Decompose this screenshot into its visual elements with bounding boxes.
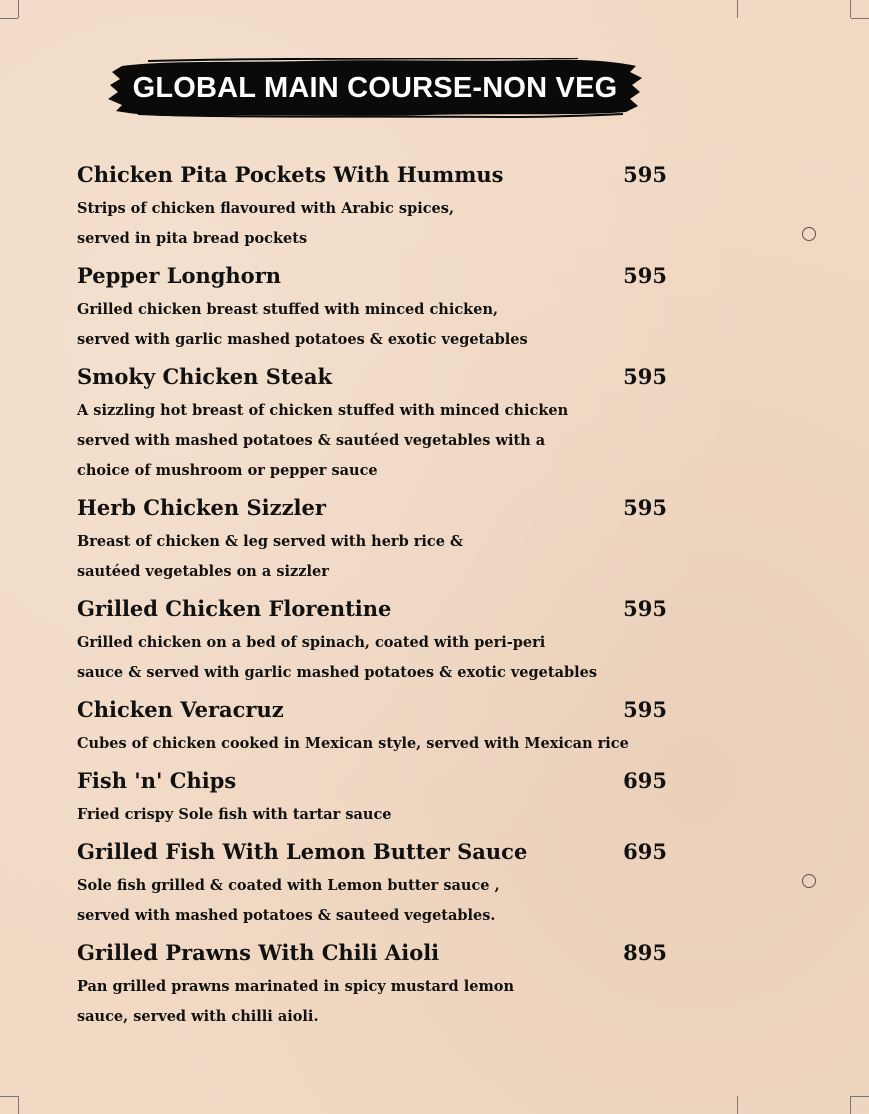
menu-item	[77, 594, 667, 688]
description-line: Cubes of chicken cooked in Mexican style, served with Mexican rice	[77, 735, 629, 752]
dish-description	[77, 729, 667, 759]
menu-item	[77, 362, 667, 486]
description-line: Strips of chicken flavoured with Arabic spices,	[77, 200, 454, 217]
crop-mark	[850, 0, 851, 18]
crop-mark	[18, 0, 19, 18]
dish-name: Grilled Fish With Lemon Butter Sauce	[77, 839, 528, 864]
dish-description	[77, 628, 667, 688]
menu-item	[77, 160, 667, 254]
description-line: choice of mushroom or pepper sauce	[77, 462, 378, 479]
dish-name: Grilled Prawns With Chili Aioli	[77, 940, 440, 965]
crop-mark	[737, 1096, 738, 1114]
description-line: Sole fish grilled & coated with Lemon butter sauce ,	[77, 877, 500, 894]
dish-price: 595	[623, 495, 667, 520]
menu-item-header	[77, 493, 667, 523]
description-line: sauce, served with chilli aioli.	[77, 1008, 319, 1025]
binder-hole	[802, 874, 816, 888]
dish-name: Grilled Chicken Florentine	[77, 596, 392, 621]
dish-name: Chicken Pita Pockets With Hummus	[77, 162, 504, 187]
dish-description	[77, 396, 667, 486]
section-title: GLOBAL MAIN COURSE-NON VEG	[132, 72, 618, 104]
dish-description	[77, 972, 667, 1032]
dish-description	[77, 295, 667, 355]
dish-price: 895	[623, 940, 667, 965]
dish-name: Fish 'n' Chips	[77, 768, 237, 793]
description-line: served in pita bread pockets	[77, 230, 308, 247]
dish-description	[77, 527, 667, 587]
dish-name: Herb Chicken Sizzler	[77, 495, 326, 520]
dish-price: 595	[623, 162, 667, 187]
description-line: Grilled chicken on a bed of spinach, coated with peri-peri	[77, 634, 546, 651]
crop-mark	[0, 1096, 18, 1097]
description-line: served with mashed potatoes & sauteed vegetables.	[77, 907, 496, 924]
dish-description	[77, 194, 667, 254]
dish-price: 595	[623, 263, 667, 288]
menu-item	[77, 938, 667, 1032]
crop-mark	[0, 18, 18, 19]
description-line: A sizzling hot breast of chicken stuffed with minced chicken	[77, 402, 569, 419]
menu-item	[77, 261, 667, 355]
description-line: Pan grilled prawns marinated in spicy mustard lemon	[77, 978, 515, 995]
crop-mark	[851, 1096, 869, 1097]
dish-price: 595	[623, 364, 667, 389]
section-banner	[108, 58, 642, 118]
menu-item-header	[77, 362, 667, 392]
description-line: Fried crispy Sole fish with tartar sauce	[77, 806, 392, 823]
crop-mark	[851, 18, 869, 19]
menu-item-header	[77, 594, 667, 624]
binder-hole	[802, 227, 816, 241]
description-line: served with mashed potatoes & sautéed vegetables with a	[77, 432, 546, 449]
menu-list	[77, 160, 667, 1039]
description-line: served with garlic mashed potatoes & exotic vegetables	[77, 331, 528, 348]
description-line: sautéed vegetables on a sizzler	[77, 563, 329, 580]
menu-item	[77, 493, 667, 587]
description-line: Grilled chicken breast stuffed with minced chicken,	[77, 301, 499, 318]
menu-item-header	[77, 938, 667, 968]
crop-mark	[850, 1096, 851, 1114]
dish-name: Chicken Veracruz	[77, 697, 284, 722]
dish-description	[77, 871, 667, 931]
menu-item-header	[77, 837, 667, 867]
description-line: sauce & served with garlic mashed potatoes & exotic vegetables	[77, 664, 598, 681]
menu-item	[77, 837, 667, 931]
dish-name: Pepper Longhorn	[77, 263, 282, 288]
menu-item-header	[77, 766, 667, 796]
dish-name: Smoky Chicken Steak	[77, 364, 333, 389]
dish-description	[77, 800, 667, 830]
crop-mark	[18, 1096, 19, 1114]
dish-price: 595	[623, 596, 667, 621]
dish-price: 695	[623, 768, 667, 793]
crop-mark	[737, 0, 738, 18]
dish-price: 695	[623, 839, 667, 864]
menu-item-header	[77, 695, 667, 725]
menu-item-header	[77, 160, 667, 190]
menu-item-header	[77, 261, 667, 291]
description-line: Breast of chicken & leg served with herb rice &	[77, 533, 464, 550]
menu-item	[77, 766, 667, 830]
dish-price: 595	[623, 697, 667, 722]
menu-item	[77, 695, 667, 759]
